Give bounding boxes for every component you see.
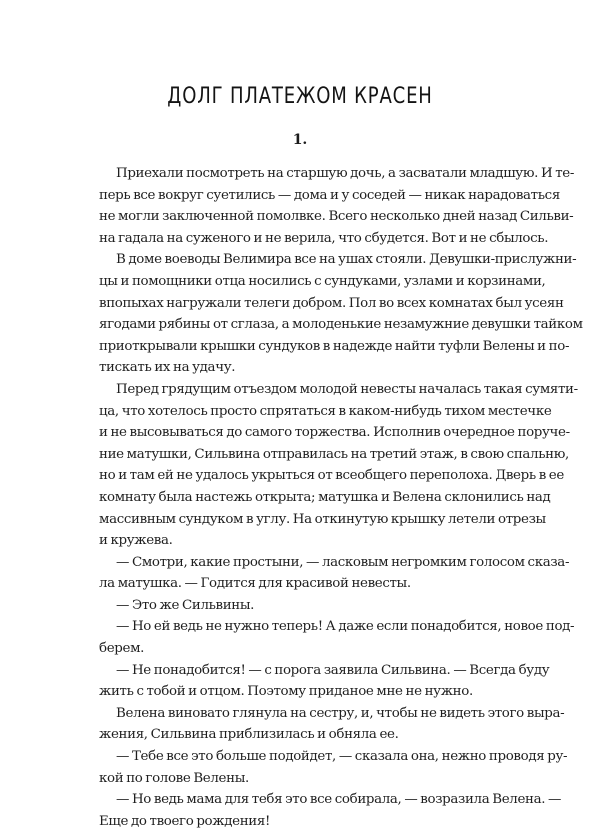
text-line: Еще до твоего рождения! <box>99 813 270 829</box>
text-line: но и там ей не удалось укрыться от всеобщего переполоха. Дверь в ее <box>99 468 564 484</box>
text-line: и кружева. <box>99 533 173 549</box>
text-line: — Тебе все это больше подойдет, — сказала она, нежно проводя ру- <box>116 749 568 765</box>
text-line: ла матушка. — Годится для красивой невесты. <box>99 576 411 592</box>
text-line: не могли заключенной помолвке. Всего несколько дней назад Сильви- <box>99 209 574 225</box>
text-line: — Это же Сильвины. <box>116 597 255 613</box>
text-line: комнату была настежь открыта; матушка и Велена склонились над <box>99 489 551 505</box>
section-number: 1. <box>292 132 308 148</box>
text-line: перь все вокруг суетились — дома и у соседей — никак нарадоваться <box>99 187 560 203</box>
text-line: — Но ей ведь не нужно теперь! А даже если понадобится, новое под- <box>116 619 575 635</box>
text-line: В доме воеводы Велимира все на ушах стояли. Девушки-прислужни- <box>116 252 577 268</box>
text-line: впопыхах нагружали телеги добром. Пол во всех комнатах был усеян <box>99 295 564 311</box>
chapter-title: ДОЛГ ПЛАТЕЖОМ КРАСЕН <box>167 84 433 109</box>
text-line: — Но ведь мама для тебя это все собирала, — возразила Велена. — <box>116 792 562 808</box>
text-line: Перед грядущим отъездом молодой невесты началась такая сумяти- <box>116 381 578 397</box>
text-line: берем. <box>99 641 145 657</box>
text-line: — Смотри, какие простыни, — ласковым негромким голосом сказа- <box>116 554 570 570</box>
text-line: Приехали посмотреть на старшую дочь, а засватали младшую. И те- <box>116 166 574 181</box>
text-line: ягодами рябины от сглаза, а молоденькие незамужние девушки тайком <box>99 317 583 333</box>
text-line: приоткрывали крышки сундуков в надежде найти туфли Велены и по- <box>99 338 570 354</box>
text-line: жения, Сильвина приблизилась и обняла ее. <box>99 727 399 743</box>
text-line: и не высовываться до самого торжества. Исполнив очередное поруче- <box>99 425 570 441</box>
text-line: цы и помощники отца носились с сундуками, узлами и корзинами, <box>99 273 546 289</box>
text-line: ца, что хотелось просто спрятаться в каком-нибудь тихом местечке <box>99 403 552 419</box>
text-line: на гадала на суженого и не верила, что сбудется. Вот и не сбылось. <box>99 230 549 246</box>
text-line: ние матушки, Сильвина отправилась на третий этаж, в свою спальню, <box>99 446 569 462</box>
text-line: кой по голове Велены. <box>99 770 249 786</box>
text-line: жить с тобой и отцом. Поэтому приданое мне не нужно. <box>99 684 473 700</box>
text-line: — Не понадобится! — с порога заявила Сильвина. — Всегда буду <box>116 662 550 678</box>
text-line: тискать их на удачу. <box>99 360 236 376</box>
text-line: массивным сундуком в углу. На откинутую крышку летели отрезы <box>99 511 546 527</box>
text-line: Велена виновато глянула на сестру, и, чтобы не видеть этого выра- <box>116 705 565 721</box>
body-text <box>99 163 583 832</box>
